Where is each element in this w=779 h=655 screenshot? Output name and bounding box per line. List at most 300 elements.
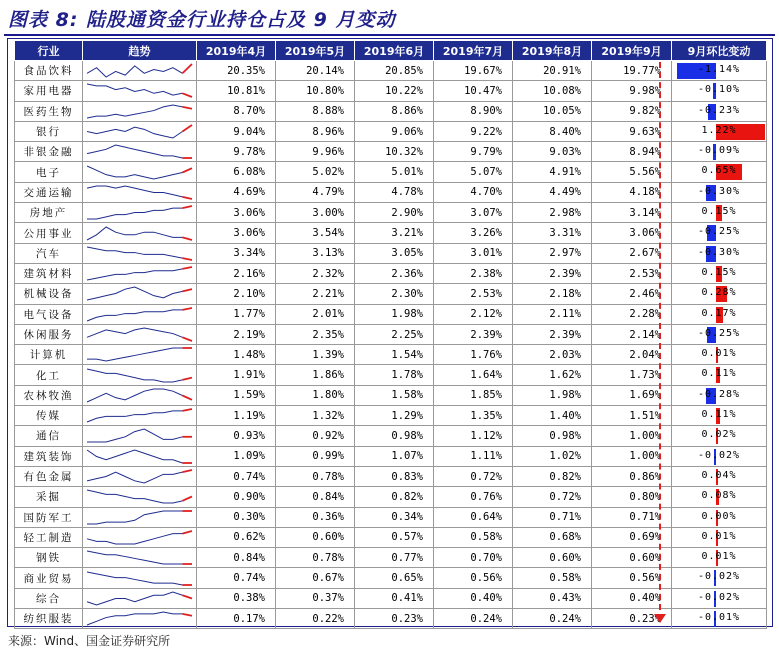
value-apr: 0.90% [197, 487, 276, 507]
sparkline-chart [85, 468, 194, 485]
table-row [15, 223, 767, 243]
value-sep: 0.23% [592, 609, 672, 629]
value-aug: 0.60% [513, 548, 592, 568]
value-sep: 0.56% [592, 568, 672, 588]
value-aug: 0.58% [513, 568, 592, 588]
trend-sparkline [83, 345, 197, 365]
value-jul: 2.12% [434, 304, 513, 324]
table-row [15, 568, 767, 588]
trend-sparkline [83, 182, 197, 202]
change-cell [672, 61, 767, 81]
value-sep: 1.51% [592, 406, 672, 426]
value-jun: 0.82% [355, 487, 434, 507]
sparkline-path [87, 310, 182, 321]
value-may: 0.36% [276, 507, 355, 527]
change-value: 0.01% [701, 530, 737, 542]
header-may: 2019年5月 [276, 41, 355, 61]
sparkline-chart [85, 306, 194, 323]
change-value: 0.65% [701, 165, 737, 177]
value-apr: 0.74% [197, 568, 276, 588]
table-row [15, 263, 767, 283]
trend-sparkline [83, 365, 197, 385]
value-jun: 1.54% [355, 345, 434, 365]
value-apr: 3.06% [197, 223, 276, 243]
change-value: 0.08% [701, 490, 737, 502]
industry-cell: 电气设备 [15, 304, 83, 324]
change-value: -0.30% [697, 185, 741, 197]
value-jun: 2.36% [355, 263, 434, 283]
change-value: -0.02% [697, 449, 741, 461]
table-row [15, 61, 767, 81]
sparkline-chart [85, 407, 194, 424]
value-apr: 20.35% [197, 61, 276, 81]
sparkline-chart [85, 184, 194, 201]
industry-cell: 机械设备 [15, 284, 83, 304]
trend-sparkline [83, 548, 197, 568]
value-aug: 10.05% [513, 101, 592, 121]
value-may: 3.13% [276, 243, 355, 263]
value-aug: 2.18% [513, 284, 592, 304]
value-aug: 0.24% [513, 609, 592, 629]
sparkline-end-segment [182, 377, 192, 379]
sparkline-end-segment [182, 197, 192, 199]
sparkline-path [87, 247, 182, 258]
table-row [15, 466, 767, 486]
value-sep: 2.04% [592, 345, 672, 365]
value-sep: 5.56% [592, 162, 672, 182]
industry-cell: 非银金融 [15, 142, 83, 162]
sparkline-chart [85, 245, 194, 262]
table-row [15, 324, 767, 344]
value-jul: 1.12% [434, 426, 513, 446]
industry-cell: 轻工制造 [15, 527, 83, 547]
change-value: -1.14% [697, 64, 741, 75]
value-may: 3.00% [276, 203, 355, 223]
header-change: 9月环比变动 [672, 41, 767, 61]
change-cell [672, 385, 767, 405]
value-apr: 9.04% [197, 121, 276, 141]
trend-sparkline [83, 568, 197, 588]
sparkline-path [87, 84, 182, 95]
value-may: 0.22% [276, 609, 355, 629]
sparkline-chart [85, 225, 194, 242]
value-apr: 2.16% [197, 263, 276, 283]
trend-sparkline [83, 162, 197, 182]
change-cell [672, 101, 767, 121]
value-jul: 2.39% [434, 324, 513, 344]
value-sep: 0.60% [592, 548, 672, 568]
table-row [15, 243, 767, 263]
value-may: 0.67% [276, 568, 355, 588]
trend-sparkline [83, 609, 197, 629]
table-row [15, 548, 767, 568]
value-jul: 1.64% [434, 365, 513, 385]
value-apr: 2.10% [197, 284, 276, 304]
industry-cell: 房地产 [15, 203, 83, 223]
change-cell [672, 588, 767, 608]
table-row [15, 588, 767, 608]
value-may: 0.60% [276, 527, 355, 547]
trend-sparkline [83, 142, 197, 162]
value-jun: 0.23% [355, 609, 434, 629]
trend-sparkline [83, 446, 197, 466]
value-aug: 2.03% [513, 345, 592, 365]
value-may: 10.80% [276, 81, 355, 101]
value-jun: 4.78% [355, 182, 434, 202]
change-value: -0.09% [697, 145, 741, 157]
change-value: -0.25% [697, 226, 741, 238]
value-jun: 10.32% [355, 142, 434, 162]
value-apr: 1.77% [197, 304, 276, 324]
value-may: 2.21% [276, 284, 355, 304]
header-trend: 趋势 [83, 41, 197, 61]
value-may: 1.86% [276, 365, 355, 385]
industry-cell: 医药生物 [15, 101, 83, 121]
table-row [15, 345, 767, 365]
trend-sparkline [83, 487, 197, 507]
value-may: 0.78% [276, 548, 355, 568]
value-aug: 3.31% [513, 223, 592, 243]
value-aug: 4.91% [513, 162, 592, 182]
value-jun: 20.85% [355, 61, 434, 81]
industry-cell: 交通运输 [15, 182, 83, 202]
value-may: 2.32% [276, 263, 355, 283]
trend-sparkline [83, 385, 197, 405]
table-row [15, 284, 767, 304]
value-jul: 3.07% [434, 203, 513, 223]
industry-cell: 电子 [15, 162, 83, 182]
change-cell [672, 466, 767, 486]
value-jun: 0.77% [355, 548, 434, 568]
value-may: 0.92% [276, 426, 355, 446]
sparkline-chart [85, 509, 194, 526]
sparkline-path [87, 328, 182, 337]
change-cell [672, 243, 767, 263]
value-aug: 1.62% [513, 365, 592, 385]
sparkline-chart [85, 103, 194, 120]
value-jun: 10.22% [355, 81, 434, 101]
value-sep: 1.73% [592, 365, 672, 385]
sparkline-chart [85, 590, 194, 607]
change-value: 1.22% [701, 124, 737, 136]
table-row [15, 162, 767, 182]
value-jun: 1.98% [355, 304, 434, 324]
trend-sparkline [83, 324, 197, 344]
value-jul: 2.53% [434, 284, 513, 304]
table-row [15, 426, 767, 446]
sparkline-path [87, 145, 182, 158]
value-jul: 1.76% [434, 345, 513, 365]
value-jul: 3.26% [434, 223, 513, 243]
header-aug: 2019年8月 [513, 41, 592, 61]
value-jun: 0.41% [355, 588, 434, 608]
value-apr: 0.93% [197, 426, 276, 446]
value-apr: 0.17% [197, 609, 276, 629]
value-jul: 0.72% [434, 466, 513, 486]
value-jul: 1.35% [434, 406, 513, 426]
sparkline-path [87, 592, 182, 605]
value-sep: 0.71% [592, 507, 672, 527]
change-cell [672, 507, 767, 527]
value-may: 0.37% [276, 588, 355, 608]
industry-cell: 纺织服装 [15, 609, 83, 629]
value-may: 9.96% [276, 142, 355, 162]
sparkline-chart [85, 387, 194, 404]
value-jul: 5.07% [434, 162, 513, 182]
trend-sparkline [83, 304, 197, 324]
trend-sparkline [83, 284, 197, 304]
change-cell [672, 263, 767, 283]
value-aug: 2.39% [513, 324, 592, 344]
value-jul: 19.67% [434, 61, 513, 81]
value-aug: 1.02% [513, 446, 592, 466]
header-jun: 2019年6月 [355, 41, 434, 61]
change-cell [672, 81, 767, 101]
change-cell [672, 487, 767, 507]
value-may: 20.14% [276, 61, 355, 81]
sparkline-path [87, 166, 182, 179]
sparkline-end-segment [182, 168, 192, 172]
change-value: 0.00% [701, 510, 737, 522]
value-aug: 1.40% [513, 406, 592, 426]
industry-cell: 采掘 [15, 487, 83, 507]
value-may: 8.88% [276, 101, 355, 121]
sparkline-chart [85, 427, 194, 444]
change-value: 0.28% [701, 287, 737, 299]
sparkline-chart [85, 265, 194, 282]
value-jun: 1.29% [355, 406, 434, 426]
value-may: 0.99% [276, 446, 355, 466]
sparkline-path [87, 127, 182, 138]
value-sep: 9.98% [592, 81, 672, 101]
value-may: 2.35% [276, 324, 355, 344]
value-jul: 2.38% [434, 263, 513, 283]
value-jun: 0.34% [355, 507, 434, 527]
sparkline-chart [85, 285, 194, 302]
change-value: -0.10% [697, 84, 741, 96]
sparkline-end-segment [182, 595, 192, 598]
change-cell [672, 609, 767, 629]
figure-title: 图表 8: 陆股通资金行业持仓占及 9 月变动 [8, 8, 396, 31]
trend-sparkline [83, 588, 197, 608]
change-value: 0.02% [701, 429, 737, 441]
table-row [15, 101, 767, 121]
industry-cell: 国防军工 [15, 507, 83, 527]
header-sep: 2019年9月 [592, 41, 672, 61]
sparkline-chart [85, 326, 194, 343]
sparkline-path [87, 534, 182, 544]
change-value: -0.25% [697, 327, 741, 339]
value-jul: 0.58% [434, 527, 513, 547]
value-jul: 0.56% [434, 568, 513, 588]
value-may: 5.02% [276, 162, 355, 182]
change-value: 0.11% [701, 368, 737, 380]
trend-sparkline [83, 243, 197, 263]
sparkline-chart [85, 549, 194, 566]
value-aug: 2.97% [513, 243, 592, 263]
change-value: -0.01% [697, 612, 741, 624]
value-sep: 1.00% [592, 426, 672, 446]
value-apr: 3.34% [197, 243, 276, 263]
trend-sparkline [83, 406, 197, 426]
value-jul: 0.24% [434, 609, 513, 629]
value-jun: 8.86% [355, 101, 434, 121]
sparkline-end-segment [182, 409, 192, 411]
change-cell [672, 142, 767, 162]
value-jul: 1.85% [434, 385, 513, 405]
value-sep: 2.53% [592, 263, 672, 283]
industry-cell: 有色金属 [15, 466, 83, 486]
change-value: 0.15% [701, 206, 737, 218]
holdings-table [14, 40, 767, 629]
sparkline-path [87, 208, 182, 219]
sparkline-end-segment [182, 308, 192, 310]
value-jul: 0.64% [434, 507, 513, 527]
sparkline-end-segment [182, 94, 192, 98]
trend-sparkline [83, 466, 197, 486]
trend-sparkline [83, 61, 197, 81]
change-cell [672, 568, 767, 588]
sparkline-end-segment [182, 337, 192, 341]
sparkline-chart [85, 488, 194, 505]
table-row [15, 487, 767, 507]
industry-cell: 汽车 [15, 243, 83, 263]
table-body [15, 61, 767, 629]
change-cell [672, 426, 767, 446]
sparkline-end-segment [182, 267, 192, 269]
sparkline-end-segment [182, 531, 192, 534]
sparkline-path [87, 227, 182, 240]
change-value: 0.01% [701, 348, 737, 360]
value-sep: 3.14% [592, 203, 672, 223]
sparkline-end-segment [182, 125, 192, 132]
value-may: 4.79% [276, 182, 355, 202]
sparkline-chart [85, 82, 194, 99]
value-sep: 0.80% [592, 487, 672, 507]
value-aug: 0.98% [513, 426, 592, 446]
sparkline-path [87, 429, 182, 442]
value-aug: 10.08% [513, 81, 592, 101]
change-value: 0.11% [701, 409, 737, 421]
industry-cell: 钢铁 [15, 548, 83, 568]
value-apr: 10.81% [197, 81, 276, 101]
value-sep: 0.69% [592, 527, 672, 547]
value-jun: 2.25% [355, 324, 434, 344]
sparkline-end-segment [182, 497, 192, 501]
change-cell [672, 284, 767, 304]
value-jun: 2.30% [355, 284, 434, 304]
value-jun: 2.90% [355, 203, 434, 223]
value-sep: 4.18% [592, 182, 672, 202]
industry-cell: 家用电器 [15, 81, 83, 101]
change-cell [672, 162, 767, 182]
value-jun: 0.65% [355, 568, 434, 588]
sparkline-chart [85, 367, 194, 384]
table-row [15, 406, 767, 426]
value-may: 1.39% [276, 345, 355, 365]
industry-cell: 公用事业 [15, 223, 83, 243]
value-jun: 3.05% [355, 243, 434, 263]
value-jun: 0.83% [355, 466, 434, 486]
sparkline-chart [85, 123, 194, 140]
value-sep: 0.40% [592, 588, 672, 608]
value-apr: 0.74% [197, 466, 276, 486]
header-apr: 2019年4月 [197, 41, 276, 61]
value-sep: 8.94% [592, 142, 672, 162]
change-value: -0.28% [697, 388, 741, 400]
change-value: 0.17% [701, 307, 737, 319]
value-jul: 3.01% [434, 243, 513, 263]
table-row [15, 121, 767, 141]
table-row [15, 304, 767, 324]
value-jun: 0.57% [355, 527, 434, 547]
trend-sparkline [83, 101, 197, 121]
header-jul: 2019年7月 [434, 41, 513, 61]
table-row [15, 182, 767, 202]
industry-cell: 休闲服务 [15, 324, 83, 344]
value-apr: 1.59% [197, 385, 276, 405]
value-sep: 2.28% [592, 304, 672, 324]
sparkline-path [87, 450, 182, 463]
value-aug: 2.39% [513, 263, 592, 283]
value-aug: 0.72% [513, 487, 592, 507]
sparkline-path [87, 572, 182, 585]
value-sep: 9.63% [592, 121, 672, 141]
value-may: 1.32% [276, 406, 355, 426]
industry-cell: 计算机 [15, 345, 83, 365]
value-aug: 2.11% [513, 304, 592, 324]
trend-sparkline [83, 121, 197, 141]
value-jun: 5.01% [355, 162, 434, 182]
industry-cell: 商业贸易 [15, 568, 83, 588]
header-row [15, 41, 767, 61]
table-row [15, 527, 767, 547]
sparkline-path [87, 511, 182, 524]
value-apr: 1.48% [197, 345, 276, 365]
change-cell [672, 203, 767, 223]
value-may: 8.96% [276, 121, 355, 141]
sparkline-end-segment [182, 258, 192, 260]
change-cell [672, 548, 767, 568]
industry-cell: 银行 [15, 121, 83, 141]
sparkline-path [87, 186, 182, 197]
value-aug: 0.43% [513, 588, 592, 608]
value-may: 3.54% [276, 223, 355, 243]
value-sep: 1.69% [592, 385, 672, 405]
value-jul: 0.40% [434, 588, 513, 608]
table-row [15, 365, 767, 385]
trend-sparkline [83, 203, 197, 223]
change-value: -0.30% [697, 246, 741, 258]
industry-cell: 建筑材料 [15, 263, 83, 283]
sparkline-path [87, 66, 182, 77]
table-row [15, 203, 767, 223]
value-apr: 2.19% [197, 324, 276, 344]
value-may: 2.01% [276, 304, 355, 324]
sparkline-chart [85, 346, 194, 363]
value-may: 0.84% [276, 487, 355, 507]
industry-cell: 建筑装饰 [15, 446, 83, 466]
value-sep: 1.00% [592, 446, 672, 466]
sparkline-path [87, 472, 182, 483]
value-may: 1.80% [276, 385, 355, 405]
change-cell [672, 304, 767, 324]
source-note: 来源：Wind、国金证券研究所 [8, 634, 171, 648]
industry-cell: 化工 [15, 365, 83, 385]
value-jul: 9.79% [434, 142, 513, 162]
value-apr: 4.69% [197, 182, 276, 202]
sparkline-end-segment [182, 614, 192, 616]
